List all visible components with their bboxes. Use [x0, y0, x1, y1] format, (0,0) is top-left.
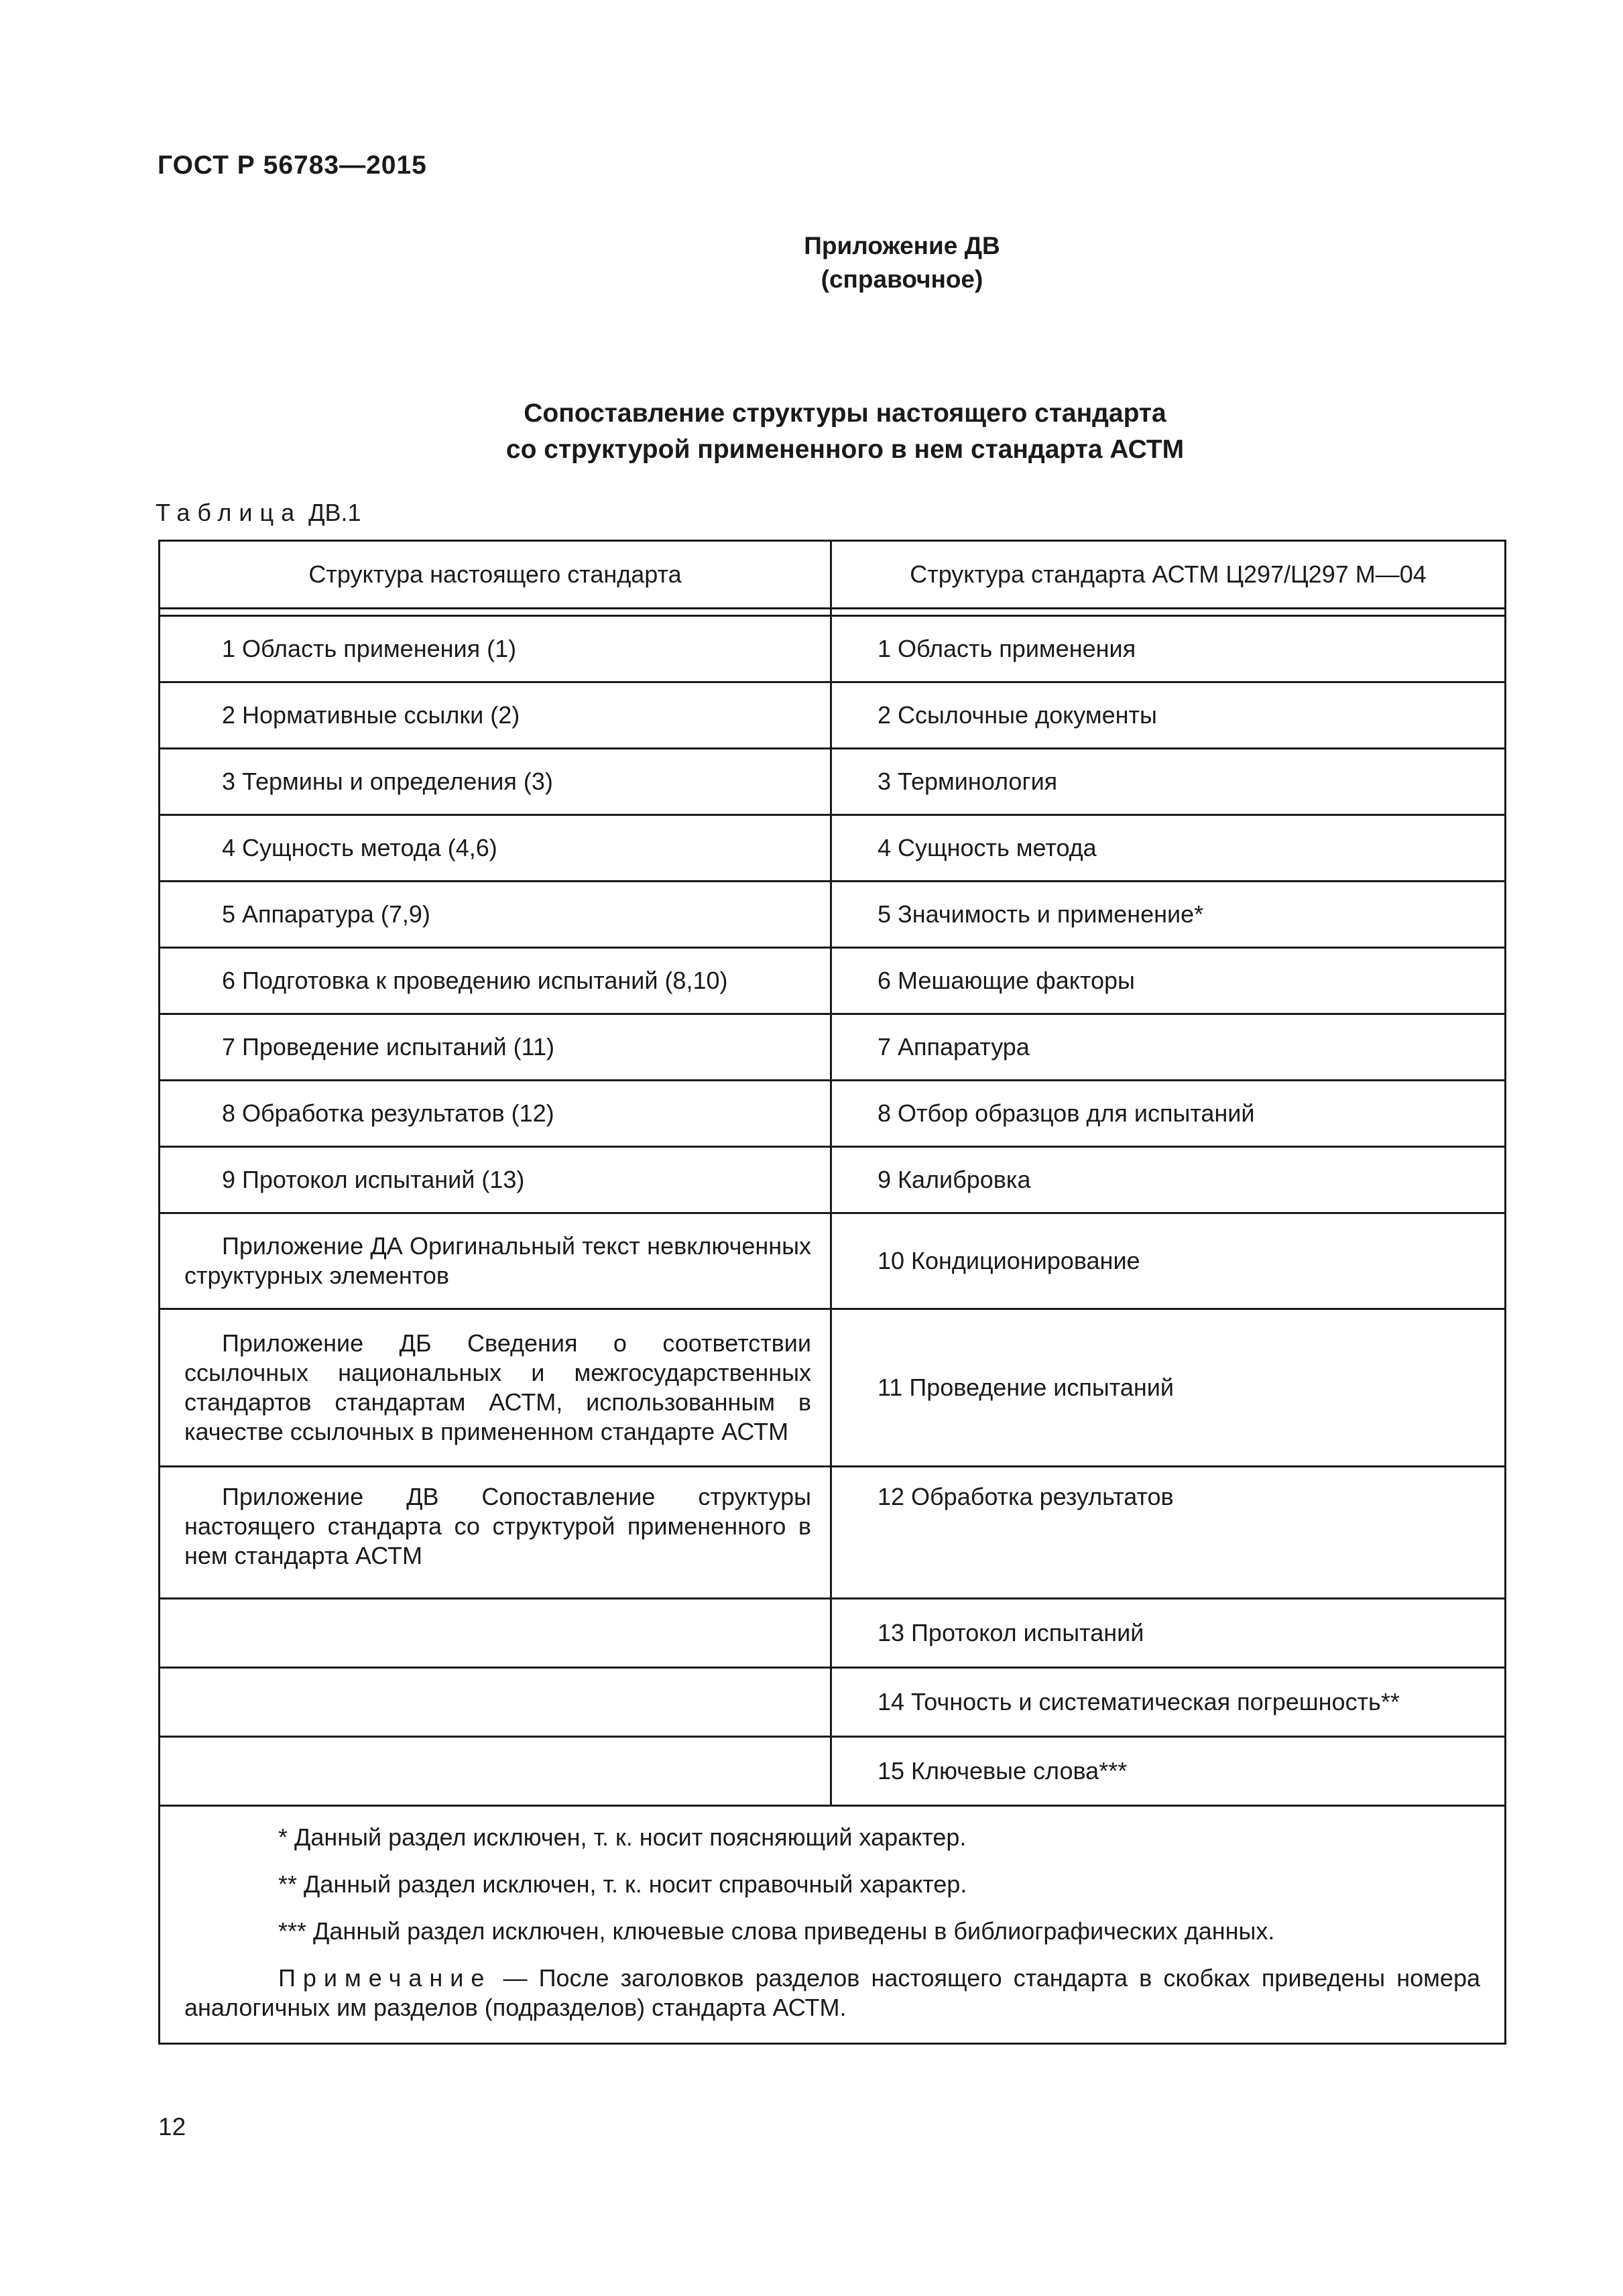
cell-astm: 9 Калибровка [831, 1147, 1506, 1213]
cell-this-standard: 3 Термины и определения (3) [160, 749, 831, 815]
cell-astm: 12 Обработка результатов [831, 1467, 1506, 1599]
table-row [160, 1599, 1506, 1668]
table-row [160, 882, 1506, 948]
cell-this-standard [160, 1467, 831, 1599]
table-row [160, 1668, 1506, 1737]
cell-astm: 7 Аппаратура [831, 1014, 1506, 1081]
cell-this-standard: 1 Область применения (1) [160, 616, 831, 682]
cell-this-standard [160, 1668, 831, 1737]
table-row [160, 815, 1506, 882]
note-label: Примечание [278, 1964, 492, 1992]
cell-astm: 15 Ключевые слова*** [831, 1737, 1506, 1806]
cell-this-standard: 2 Нормативные ссылки (2) [160, 682, 831, 749]
cell-astm: 2 Ссылочные документы [831, 682, 1506, 749]
cell-astm: 10 Кондиционирование [831, 1213, 1506, 1309]
table-row [160, 1309, 1506, 1467]
cell-text: Приложение ДВ Сопоставление структуры настоящего стандарта со структурой примененного в нем стандарта АСТМ [184, 1483, 811, 1569]
table-row [160, 616, 1506, 682]
header-separator [160, 609, 1506, 616]
table-header-row [160, 541, 1506, 609]
cell-astm: 13 Протокол испытаний [831, 1599, 1506, 1668]
table-caption-word: Таблица [156, 499, 302, 526]
table-caption-number: ДВ.1 [308, 499, 361, 526]
footnote-2: ** Данный раздел исключен, т. к. носит справочный характер. [278, 1870, 967, 1898]
footnote-3: *** Данный раздел исключен, ключевые слова приведены в библиографических данных. [278, 1917, 1275, 1945]
table-row [160, 682, 1506, 749]
title-line-2: со структурой примененного в нем стандарта АСТМ [505, 435, 1185, 464]
cell-text: Приложение ДБ Сведения о соответствии ссылочных национальных и межгосударственных стандартов стандартам АСТМ, использованным в качестве ссылочных в примененном стандарте АСТМ [184, 1329, 811, 1445]
table-row [160, 1081, 1506, 1147]
cell-this-standard [160, 1309, 831, 1467]
cell-this-standard [160, 1213, 831, 1309]
cell-astm: 6 Мешающие факторы [831, 948, 1506, 1014]
document-title [0, 396, 1623, 468]
table-notes-row [160, 1806, 1506, 2044]
page-number: 12 [158, 2113, 186, 2140]
appendix-label: Приложение ДВ [804, 232, 1000, 259]
cell-this-standard [160, 1599, 831, 1668]
header-this-standard: Структура настоящего стандарта [160, 541, 831, 609]
table-row [160, 749, 1506, 815]
table-row [160, 948, 1506, 1014]
cell-text: Приложение ДА Оригинальный текст невключенных структурных элементов [184, 1232, 811, 1289]
comparison-table [158, 540, 1506, 2045]
header-astm-standard: Структура стандарта АСТМ Ц297/Ц297 М—04 [831, 541, 1506, 609]
title-line-1: Сопоставление структуры настоящего стандарта [524, 399, 1166, 428]
cell-astm: 3 Терминология [831, 749, 1506, 815]
table-caption [156, 499, 361, 527]
cell-astm: 1 Область применения [831, 616, 1506, 682]
table-row [160, 1147, 1506, 1213]
table-row [160, 1467, 1506, 1599]
table-row [160, 1014, 1506, 1081]
table-note [184, 1963, 1480, 2022]
footnote-1: * Данный раздел исключен, т. к. носит поясняющий характер. [278, 1823, 967, 1851]
cell-astm: 5 Значимость и применение* [831, 882, 1506, 948]
cell-this-standard: 5 Аппаратура (7,9) [160, 882, 831, 948]
cell-astm: 4 Сущность метода [831, 815, 1506, 882]
comparison-table-wrapper [158, 540, 1504, 2045]
cell-this-standard: 4 Сущность метода (4,6) [160, 815, 831, 882]
appendix-heading [0, 229, 1623, 296]
table-row [160, 1737, 1506, 1806]
cell-this-standard: 9 Протокол испытаний (13) [160, 1147, 831, 1213]
cell-astm: 8 Отбор образцов для испытаний [831, 1081, 1506, 1147]
cell-this-standard: 8 Обработка результатов (12) [160, 1081, 831, 1147]
cell-this-standard: 6 Подготовка к проведению испытаний (8,10) [160, 948, 831, 1014]
cell-this-standard [160, 1737, 831, 1806]
cell-this-standard: 7 Проведение испытаний (11) [160, 1014, 831, 1081]
table-row [160, 1213, 1506, 1309]
table-notes-cell [160, 1806, 1506, 2044]
document-code: ГОСТ Р 56783—2015 [158, 151, 427, 180]
cell-astm: 11 Проведение испытаний [831, 1309, 1506, 1467]
appendix-type: (справочное) [821, 265, 983, 293]
cell-astm: 14 Точность и систематическая погрешность** [831, 1668, 1506, 1737]
note-text: — После заголовков разделов настоящего стандарта в скобках приведены номера аналогичных им разделов (подразделов) стандарта АСТМ. [184, 1964, 1480, 2021]
